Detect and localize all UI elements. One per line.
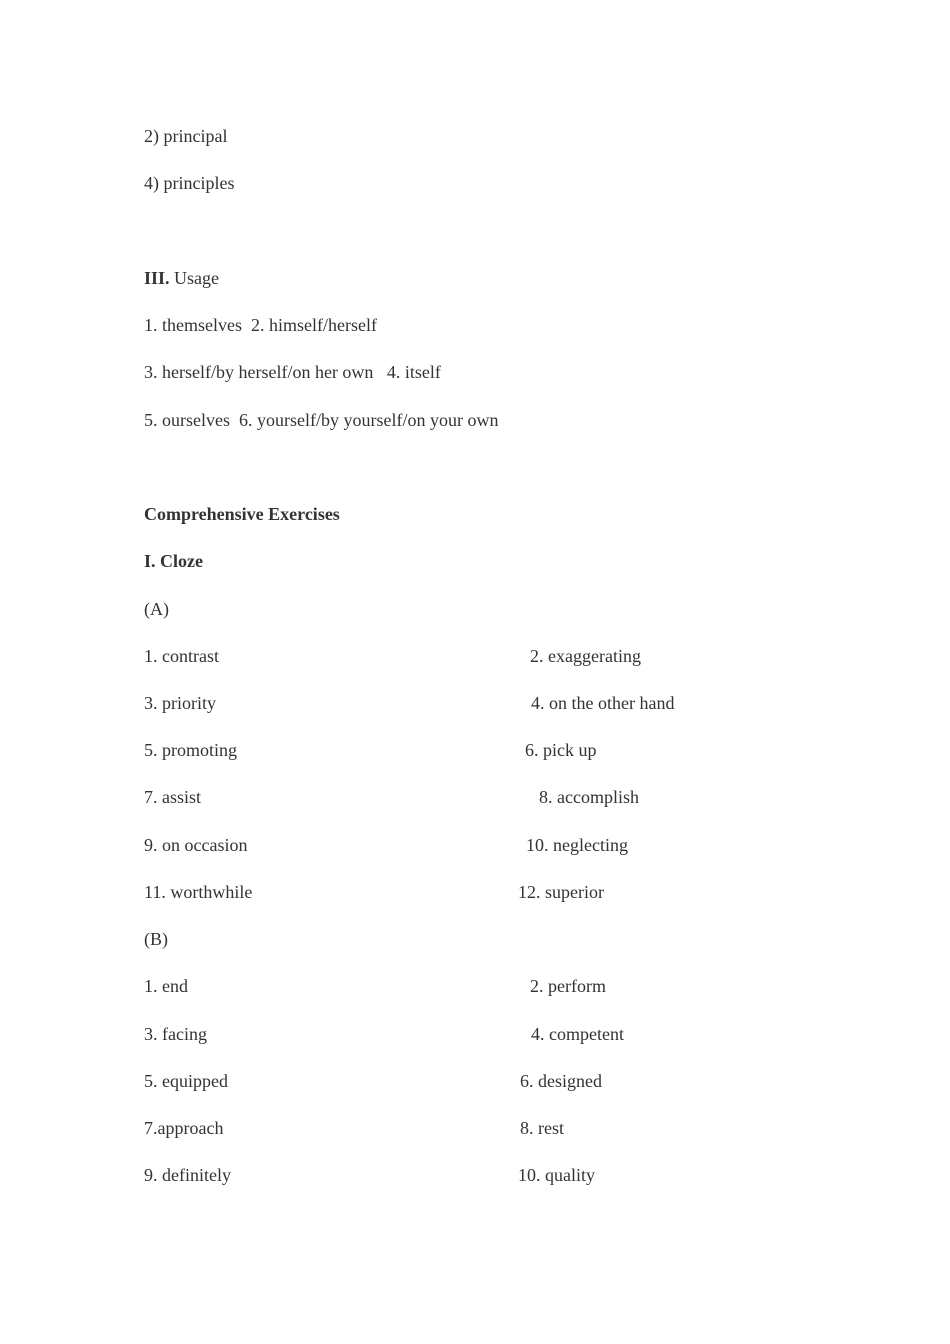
- vocab-answer-2: 2) principal: [144, 126, 228, 146]
- cloze-a-answer-left: 11. worthwhile: [144, 882, 253, 902]
- cloze-a-answer-right: 8. accomplish: [539, 787, 639, 807]
- cloze-b-answer-left: 5. equipped: [144, 1071, 228, 1091]
- cloze-b-answer-right: 8. rest: [520, 1118, 564, 1138]
- cloze-a-answer-right: 2. exaggerating: [530, 646, 641, 666]
- cloze-a-answer-left: 9. on occasion: [144, 835, 248, 855]
- cloze-a-answer-left: 3. priority: [144, 693, 216, 713]
- usage-line: 3. herself/by herself/on her own 4. itself: [144, 362, 441, 382]
- cloze-part-b-label: (B): [144, 929, 168, 949]
- cloze-a-answer-right: 4. on the other hand: [531, 693, 675, 713]
- usage-line: 5. ourselves 6. yourself/by yourself/on your own: [144, 410, 499, 430]
- usage-line: 1. themselves 2. himself/herself: [144, 315, 377, 335]
- cloze-b-answer-right: 6. designed: [520, 1071, 602, 1091]
- vocab-answer-4: 4) principles: [144, 173, 235, 193]
- cloze-title: I. Cloze: [144, 551, 203, 571]
- usage-heading: [144, 267, 219, 289]
- cloze-a-answer-left: 7. assist: [144, 787, 202, 807]
- cloze-b-answer-left: 1. end: [144, 976, 188, 996]
- cloze-b-answer-right: 4. competent: [531, 1024, 624, 1044]
- cloze-a-answer-right: 6. pick up: [525, 740, 597, 760]
- usage-heading-text: Usage: [169, 268, 219, 288]
- cloze-b-answer-left: 9. definitely: [144, 1165, 231, 1185]
- cloze-a-answer-left: 5. promoting: [144, 740, 237, 760]
- cloze-a-answer-right: 10. neglecting: [526, 835, 628, 855]
- cloze-b-answer-right: 10. quality: [518, 1165, 595, 1185]
- cloze-b-answer-left: 7.approach: [144, 1118, 224, 1138]
- cloze-a-answer-right: 12. superior: [518, 882, 604, 902]
- cloze-a-answer-left: 1. contrast: [144, 646, 219, 666]
- cloze-part-a-label: (A): [144, 599, 169, 619]
- cloze-b-answer-left: 3. facing: [144, 1024, 207, 1044]
- section-title: Comprehensive Exercises: [144, 504, 340, 524]
- cloze-b-answer-right: 2. perform: [530, 976, 606, 996]
- usage-heading-number: III.: [144, 268, 170, 288]
